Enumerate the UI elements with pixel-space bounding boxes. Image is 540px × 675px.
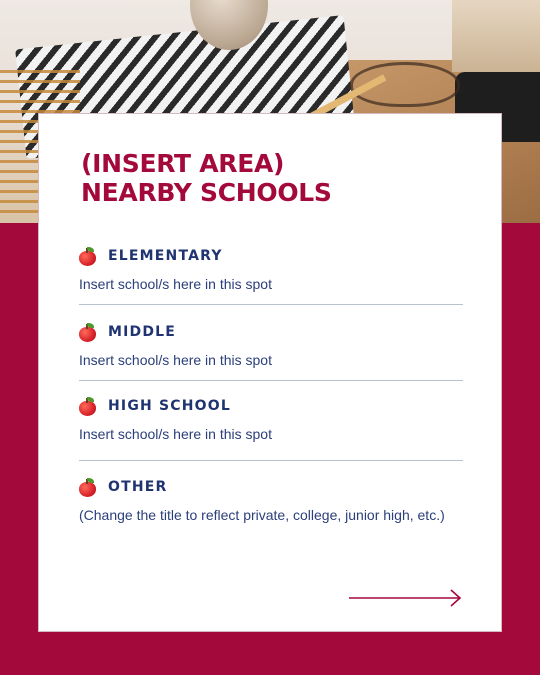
section-other [79,475,464,523]
divider [79,380,463,381]
section-elementary [79,244,464,292]
apple-icon [79,324,96,341]
divider [79,460,463,461]
section-title: HIGH SCHOOL [108,398,232,414]
schools-card [38,113,502,632]
section-body: (Change the title to reflect private, college, junior high, etc.) [79,507,445,523]
decor-box [452,0,540,72]
apple-icon [79,398,96,415]
section-body: Insert school/s here in this spot [79,276,272,292]
section-title: OTHER [108,479,168,495]
section-title: ELEMENTARY [108,248,223,264]
title-line-schools: NEARBY SCHOOLS [81,178,332,207]
page-title [81,149,461,207]
section-middle [79,320,464,368]
section-title: MIDDLE [108,324,177,340]
divider [79,304,463,305]
title-line-area: (INSERT AREA) [81,149,285,178]
section-body: Insert school/s here in this spot [79,352,272,368]
section-body: Insert school/s here in this spot [79,426,272,442]
arrow-right-icon[interactable] [349,588,463,608]
apple-icon [79,479,96,496]
apple-icon [79,248,96,265]
section-high-school [79,394,464,442]
